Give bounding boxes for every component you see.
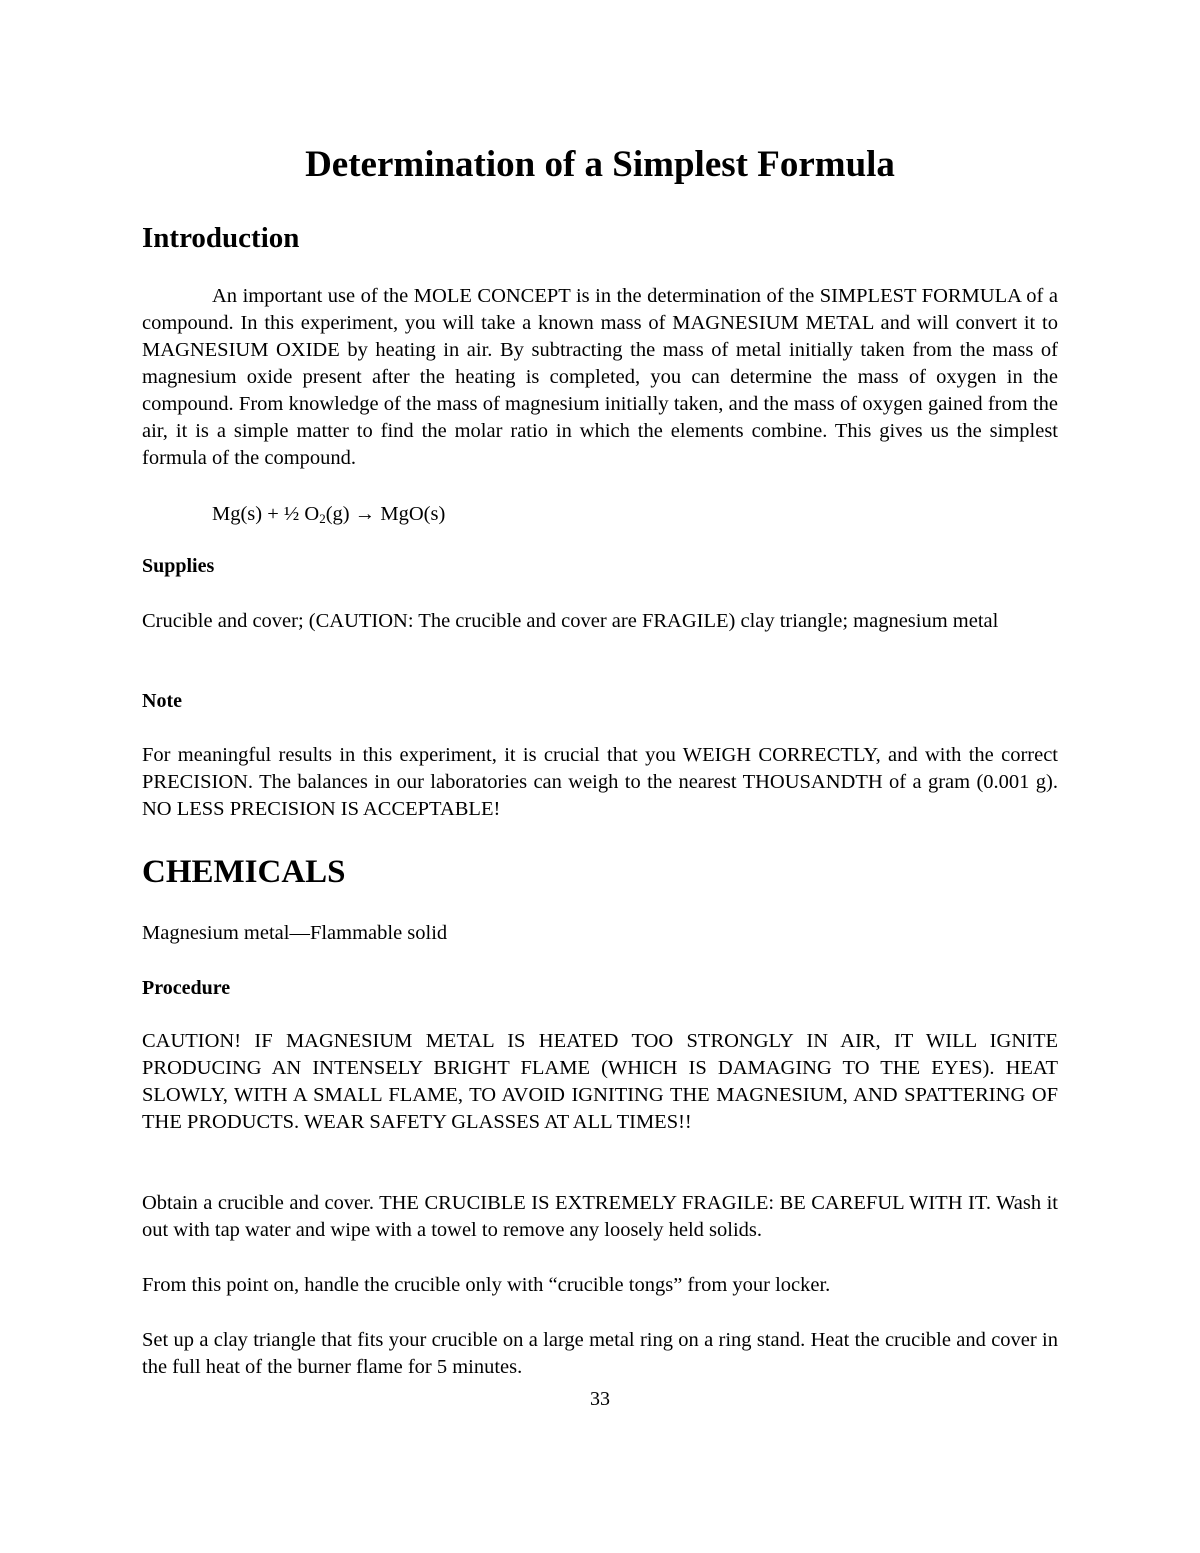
procedure-step-tongs: From this point on, handle the crucible only with “crucible tongs” from your locker. — [142, 1274, 831, 1296]
chemicals-paragraph: Magnesium metal—Flammable solid — [142, 922, 448, 944]
equation-subscript: 2 — [319, 511, 326, 526]
chemicals-heading: CHEMICALS — [142, 854, 346, 890]
procedure-step-crucible: Obtain a crucible and cover. THE CRUCIBLE IS EXTREMELY FRAGILE: BE CAREFUL WITH IT. Wash it out with tap water and wipe with a towel to remove any loosely held solids. — [142, 1192, 1058, 1241]
equation-right: (g) → MgO(s) — [325, 503, 446, 525]
page-title: Determination of a Simplest Formula — [305, 144, 895, 185]
reaction-equation — [212, 500, 445, 533]
note-heading: Note — [142, 690, 182, 712]
procedure-step-heat: Set up a clay triangle that fits your crucible on a large metal ring on a ring stand. Heat the crucible and cover in the full heat of the burner flame for 5 minutes. — [142, 1329, 1058, 1378]
procedure-heading: Procedure — [142, 977, 231, 999]
supplies-paragraph: Crucible and cover; (CAUTION: The crucible and cover are FRAGILE) clay triangle; magnesium metal — [142, 610, 999, 632]
introduction-paragraph: An important use of the MOLE CONCEPT is in the determination of the SIMPLEST FORMULA of a compound. In this experiment, you will take a known mass of MAGNESIUM METAL and will convert it to MAGNESIUM OXIDE by heating in air. By subtracting the mass of metal initially taken from the mass of magnesium oxide present after the heating is completed, you can determine the mass of oxygen in the compound. From knowledge of the mass of magnesium initially taken, and the mass of oxygen gained from the air, it is a simple matter to find the molar ratio in which the elements combine. This gives us the simplest formula of the compound. — [142, 285, 1058, 469]
introduction-heading: Introduction — [142, 222, 300, 254]
procedure-caution-paragraph: CAUTION! IF MAGNESIUM METAL IS HEATED TOO STRONGLY IN AIR, IT WILL IGNITE PRODUCING AN INTENSELY BRIGHT FLAME (WHICH IS DAMAGING TO THE EYES). HEAT SLOWLY, WITH A SMALL FLAME, TO AVOID IGNITING THE MAGNESIUM, AND SPATTERING OF THE PRODUCTS. WEAR SAFETY GLASSES AT ALL TIMES!! — [142, 1030, 1058, 1133]
note-paragraph: For meaningful results in this experiment, it is crucial that you WEIGH CORRECTLY, and with the correct PRECISION. The balances in our laboratories can weigh to the nearest THOUSANDTH of a gram (0.001 g). NO LESS PRECISION IS ACCEPTABLE! — [142, 744, 1058, 820]
page-number: 33 — [590, 1388, 610, 1410]
supplies-heading: Supplies — [142, 555, 215, 577]
equation-left: Mg(s) + ½ O — [212, 503, 320, 525]
